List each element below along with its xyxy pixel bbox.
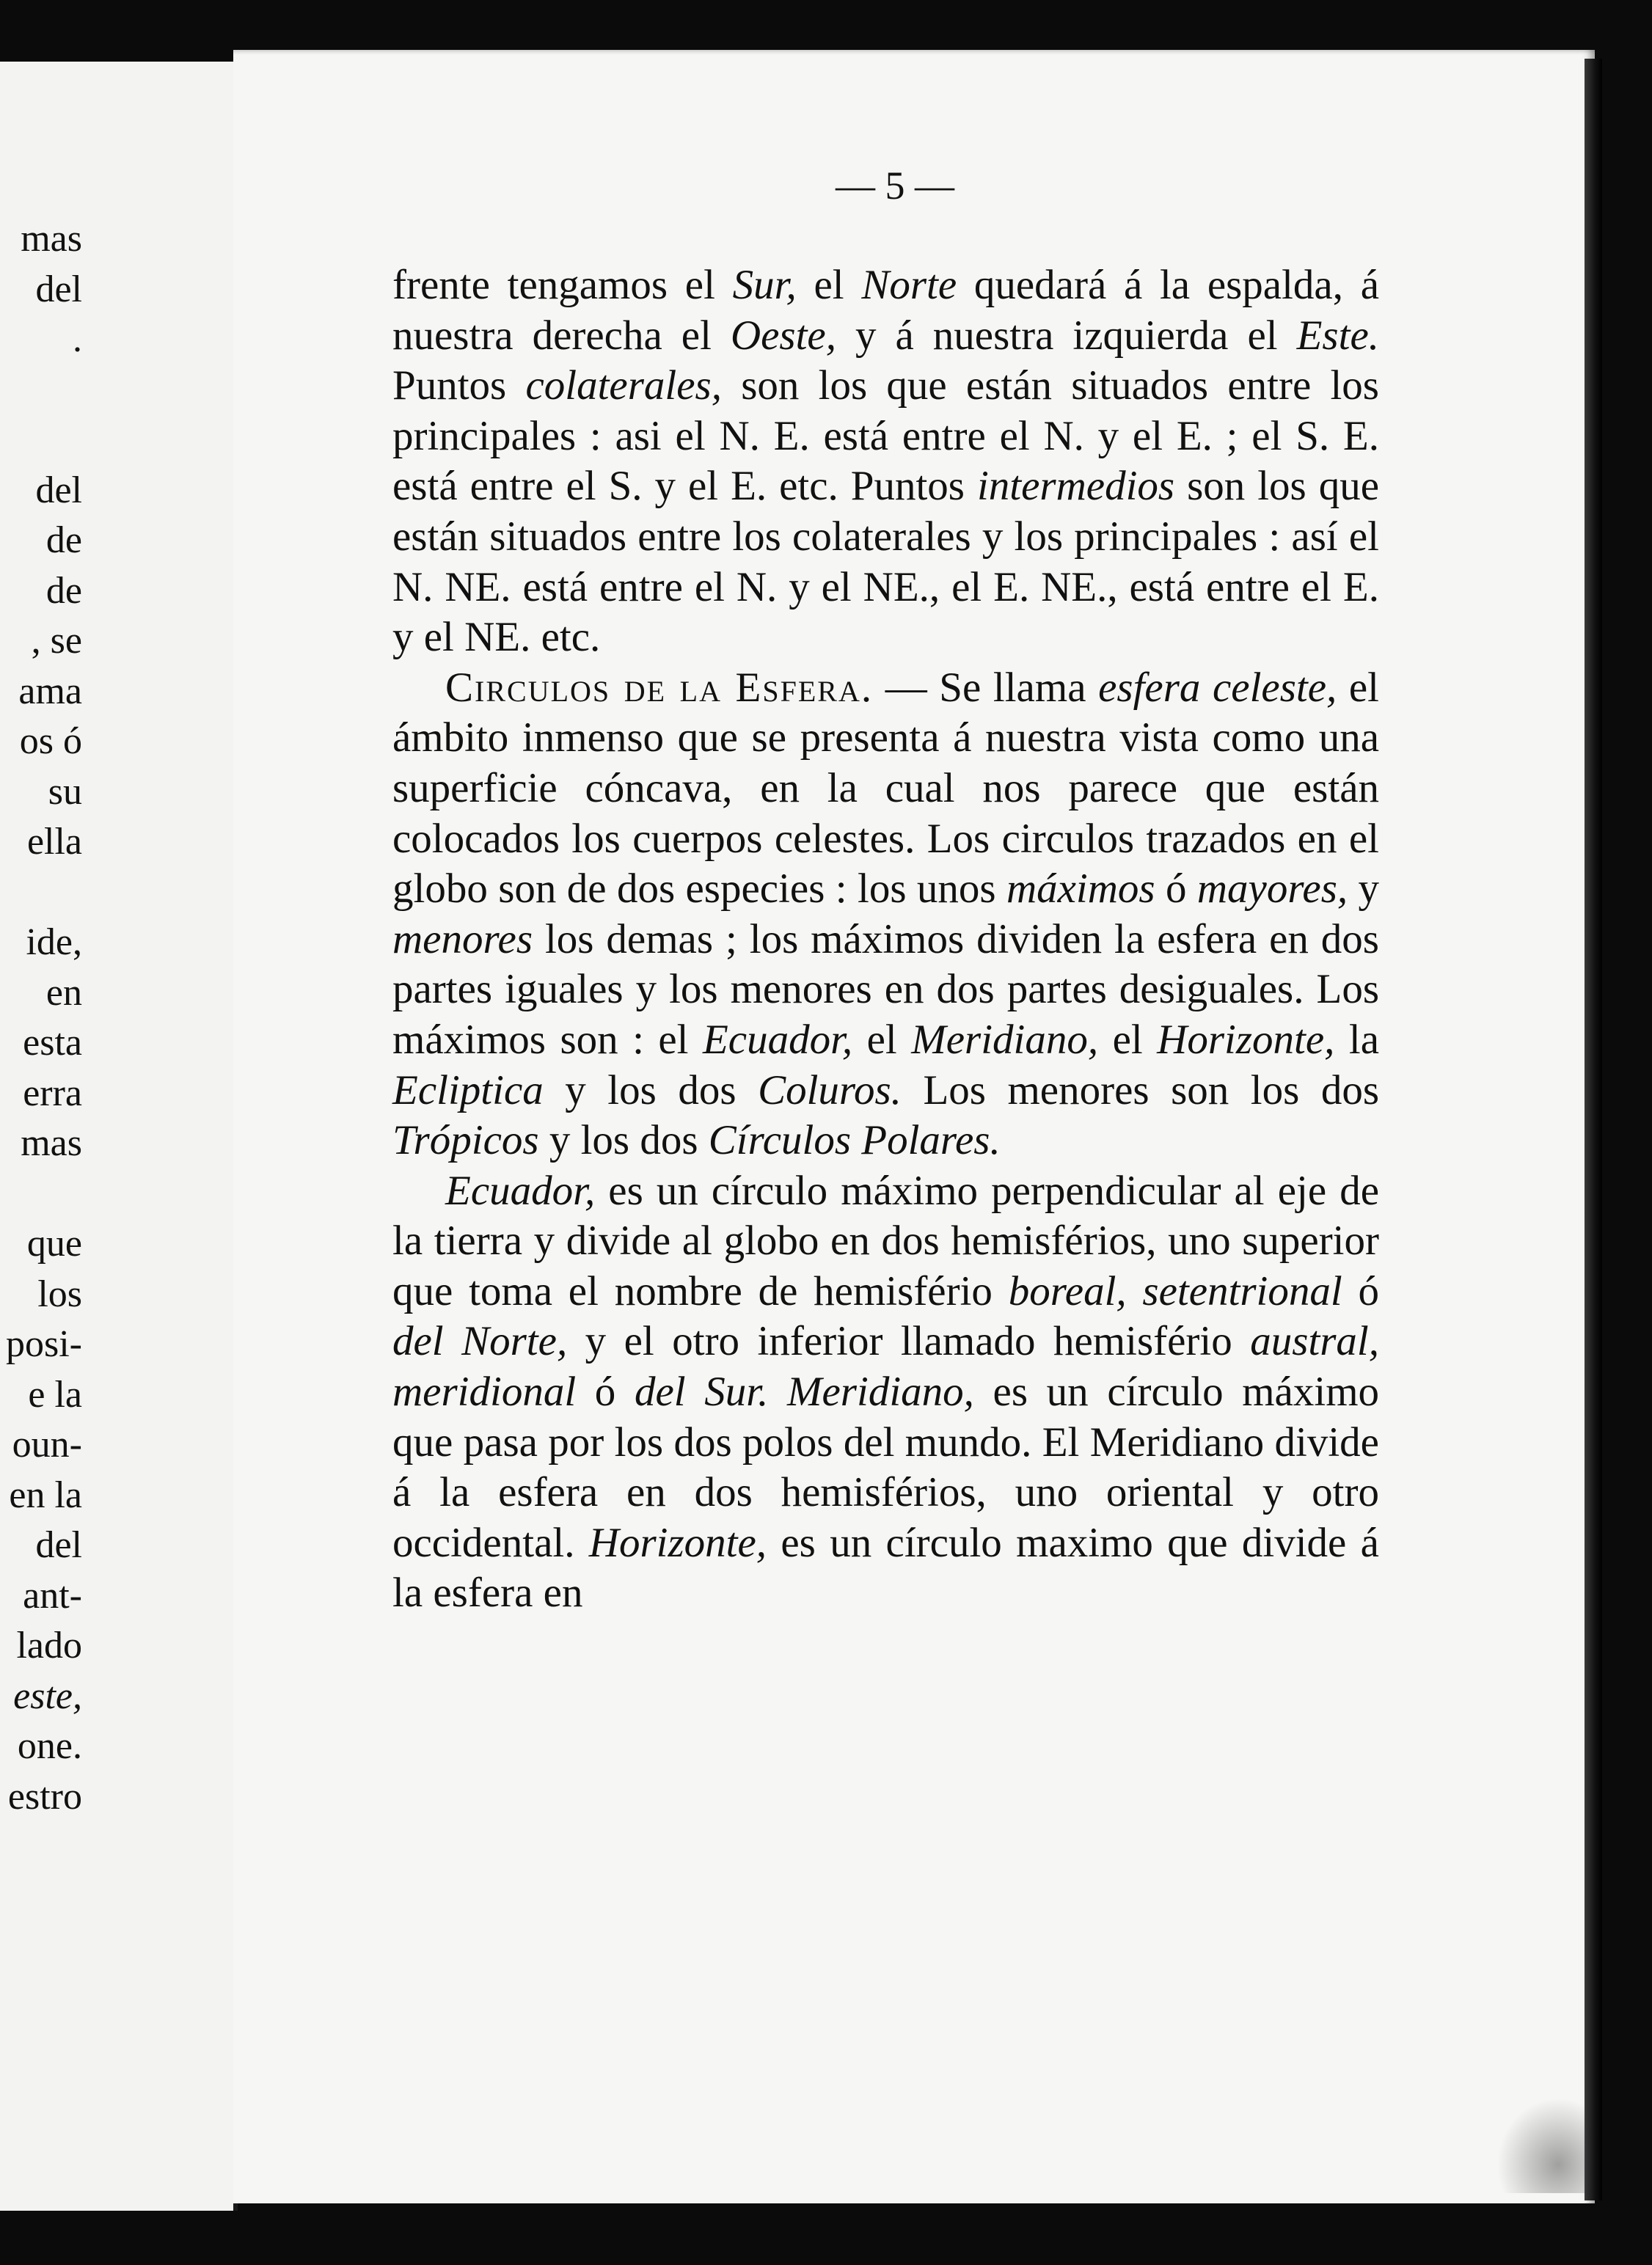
left-page-fragment: estro: [7, 1775, 82, 1818]
left-page-fragment: os ó: [19, 720, 82, 762]
left-page-fragment: mas: [21, 1122, 82, 1164]
paragraph-circles-of-sphere: Circulos de la Esfera. — Se llama esfera celeste, el ámbito inmenso que se presenta á nuestra vista como una superficie cóncava, en la cual nos parece que están colocados los cuerpos celestes. Los circulos trazados en el globo son de dos especies : los unos máximos ó mayores, y menores los demas ; los máximos dividen la esfera en dos partes iguales y los menores en dos partes desiguales. Los máximos son : el Ecuador, el Meridiano, el Horizonte, la Ecliptica y los dos Coluros. Los menores son los dos Trópicos y los dos Círculos Polares.: [392, 664, 1380, 1164]
page-edge: [1585, 59, 1602, 2200]
left-page-fragment: de: [45, 519, 82, 561]
left-page-fragment: oun-: [12, 1424, 82, 1466]
left-page-fragment: one.: [17, 1725, 82, 1767]
left-page-fragment: de: [45, 569, 82, 612]
left-page-fragment: posi-: [6, 1323, 82, 1365]
left-page-fragment: ella: [26, 821, 82, 863]
left-page-fragment: [0, 868, 82, 918]
left-page-fragment: ant-: [23, 1574, 82, 1617]
left-page-fragment: ama: [18, 670, 82, 712]
left-page-fragment: en: [45, 971, 82, 1014]
left-page-fragment: su: [48, 770, 82, 813]
page-number: — 5 —: [836, 164, 954, 208]
left-page-fragment: en la: [9, 1474, 82, 1516]
left-page-fragment: del: [35, 469, 82, 511]
left-page-fragment: e la: [28, 1373, 82, 1416]
paragraph-cardinal-points: frente tengamos el Sur, el Norte quedará á la espalda, á nuestra derecha el Oeste, y á nuestra izquierda el Este. Puntos colaterales, son los que están situados entre los principales : asi el N. E. está entre el N. y el E. ; el S. E. está entre el S. y el E. etc. Puntos intermedios son los que están situados entre los colaterales y los principales : así el N. NE. está entre el N. y el NE., el E. NE., está entre el E. y el NE. etc.: [392, 262, 1379, 661]
page-stain: [1496, 2098, 1585, 2193]
paragraph-ecuador: Ecuador, es un círculo máximo perpendicular al eje de la tierra y divide al globo en dos hemisférios, uno superior que toma el nombre de hemisfério boreal, setentrional ó del Norte, y el otro inferior llamado hemisfério austral, meridional ó del Sur. Meridiano, es un círculo máximo que pasa por los dos polos del mundo. El Meridiano divide á la esfera en dos hemisférios, uno oriental y otro occidental. Horizonte, es un círculo maximo que divide á la esfera en: [392, 1167, 1380, 1617]
left-page-fragment: ide,: [26, 921, 82, 963]
left-page-fragment: que: [26, 1223, 82, 1265]
left-page-fragment: [0, 415, 82, 466]
left-page-fragment: .: [73, 318, 82, 360]
left-page-fragment: mas: [21, 218, 82, 260]
left-page-fragment: [0, 365, 82, 416]
left-page-fragment: este,: [13, 1675, 82, 1717]
left-page-fragment: del: [35, 1524, 82, 1566]
left-page-fragment: [0, 1169, 82, 1220]
page-body: [392, 260, 1379, 1619]
left-page-text-fragments: [0, 214, 82, 1822]
left-page-fragment: lado: [16, 1625, 82, 1666]
left-page-fragment: los: [37, 1273, 82, 1315]
left-page-fragment: , se: [31, 620, 82, 662]
left-page-fragment: del: [35, 268, 82, 310]
left-facing-page: [0, 62, 238, 2211]
left-page-fragment: esta: [23, 1022, 82, 1064]
section-heading: Circulos de la Esfera.: [445, 664, 874, 711]
left-page-fragment: erra: [23, 1072, 82, 1114]
